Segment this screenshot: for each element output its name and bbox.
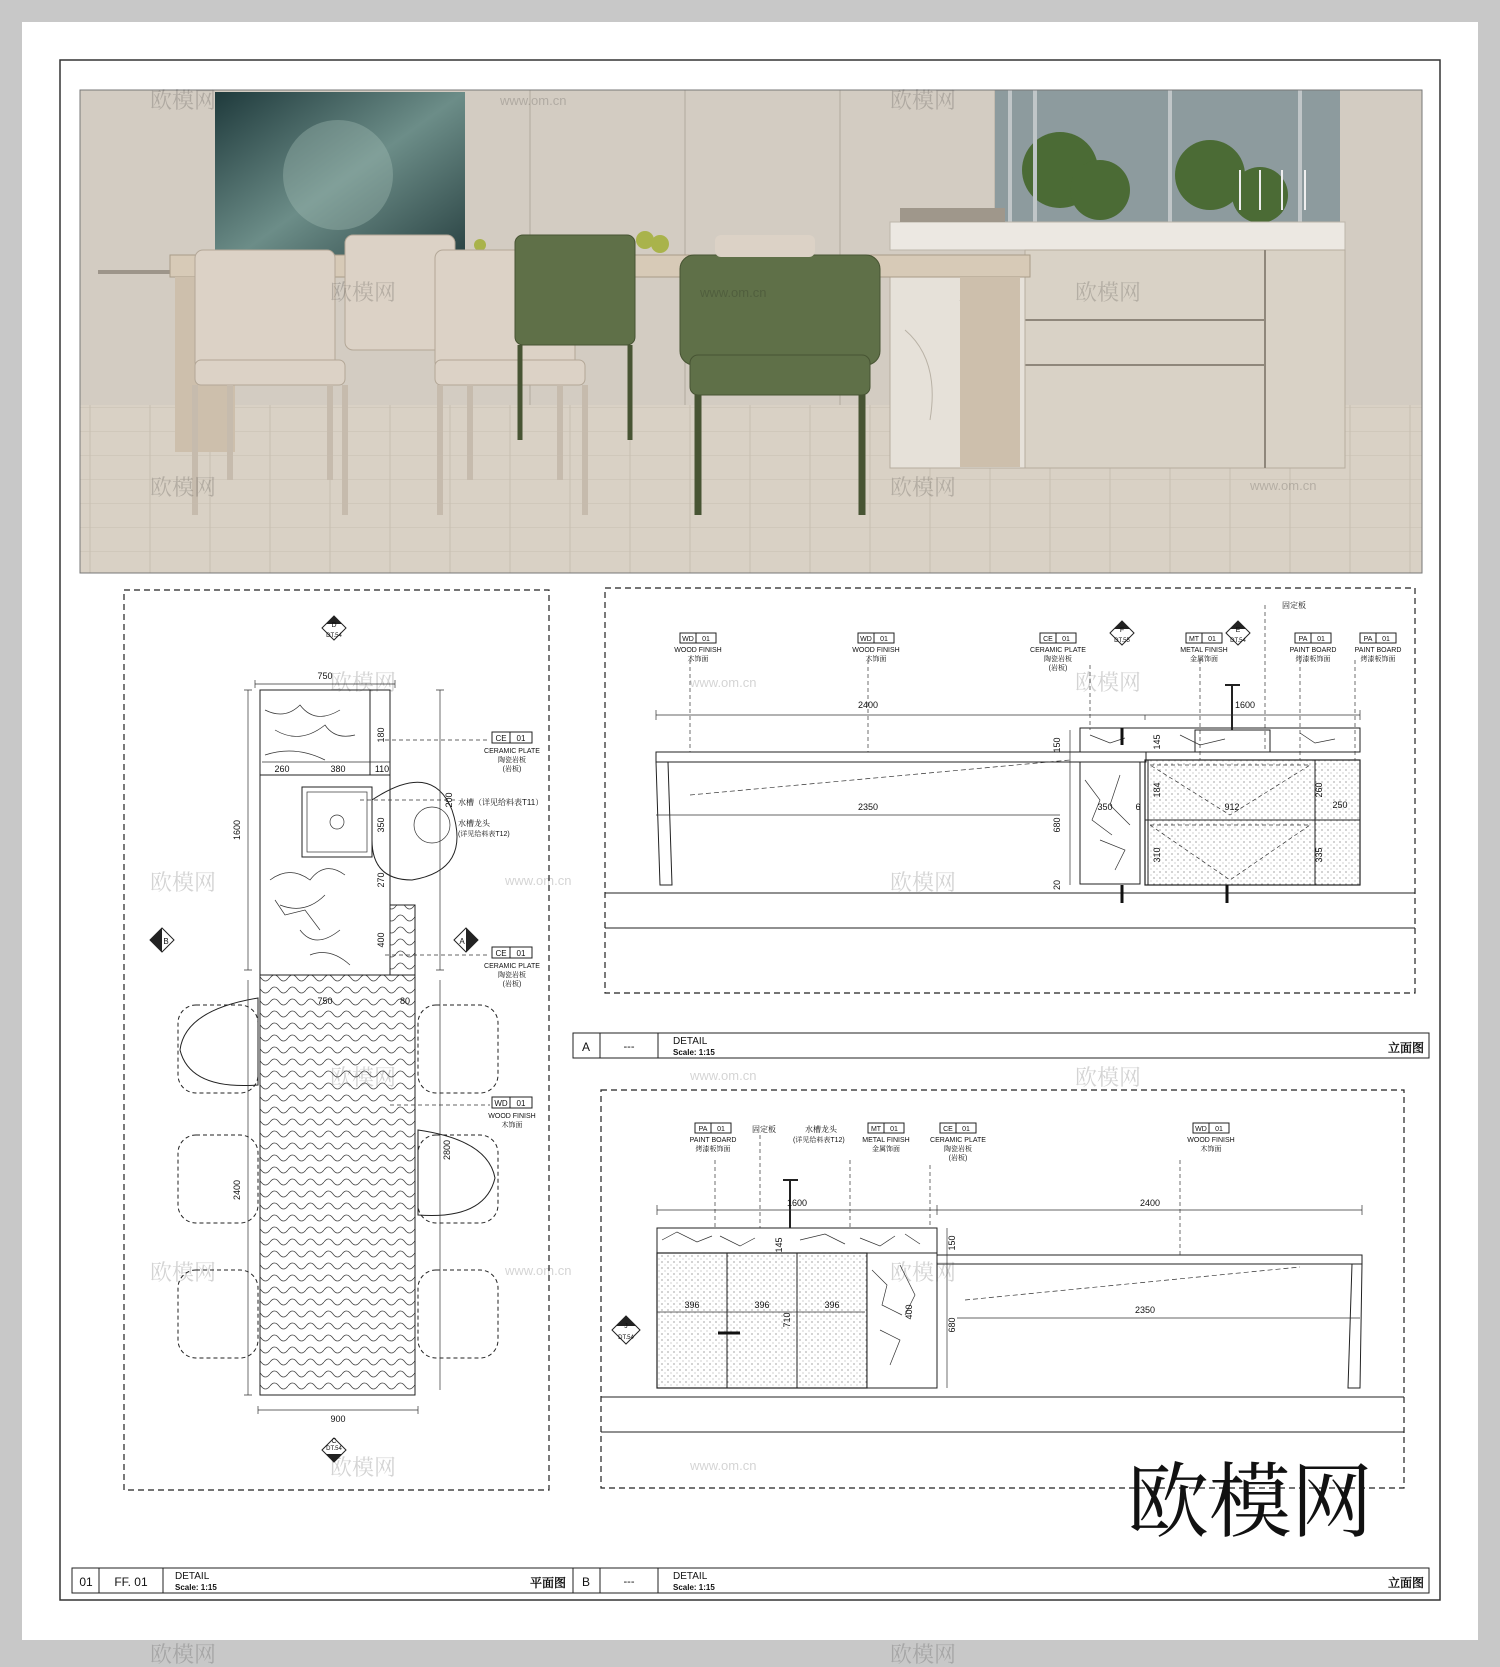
svg-text:PAINT BOARD: PAINT BOARD — [1289, 647, 1337, 654]
dim-right: 2800 — [442, 1139, 452, 1161]
svg-text:CE: CE — [943, 1126, 953, 1133]
svg-text:www.om.cn: www.om.cn — [690, 1068, 757, 1083]
title-bar-a — [573, 1033, 1429, 1058]
dim-b-396c: 396 — [824, 1300, 840, 1310]
svg-text:WOOD FINISH: WOOD FINISH — [1187, 1137, 1235, 1144]
svg-text:CE: CE — [495, 734, 507, 743]
elev-a-callout-5 — [1290, 633, 1337, 663]
svg-text:(岩板): (岩板) — [948, 1155, 968, 1162]
svg-text:WD: WD — [682, 636, 694, 643]
svg-text:A: A — [581, 1040, 591, 1054]
svg-text:MT: MT — [870, 1126, 882, 1133]
svg-text:欧模网: 欧模网 — [1075, 670, 1142, 695]
dim-h3: 350 — [376, 817, 386, 833]
interior-rendering — [80, 90, 1422, 573]
svg-text:欧模网: 欧模网 — [150, 1642, 217, 1667]
dim-bottom: 900 — [330, 1414, 346, 1424]
svg-text:DT.54: DT.54 — [326, 1446, 342, 1452]
svg-text:欧模网: 欧模网 — [890, 1260, 957, 1285]
svg-text:01: 01 — [880, 636, 888, 643]
chair-plan — [418, 1135, 498, 1223]
svg-text:陶瓷岩板: 陶瓷岩板 — [498, 972, 526, 979]
dim-b-left: 1600 — [786, 1198, 808, 1208]
dim-a-912: 912 — [1224, 802, 1240, 812]
svg-text:PA: PA — [698, 1126, 708, 1133]
svg-text:A: A — [459, 937, 465, 946]
dim-a-310: 310 — [1152, 847, 1162, 863]
detail-mark-e — [1226, 621, 1250, 645]
dim-b-145: 145 — [774, 1237, 784, 1253]
dim-a-145: 145 — [1152, 734, 1162, 750]
elevb-title-label: DETAIL — [673, 1571, 708, 1582]
svg-text:www.om.cn: www.om.cn — [500, 93, 567, 108]
svg-text:01: 01 — [962, 1126, 970, 1133]
dim-b-680: 680 — [947, 1317, 957, 1333]
dim-b-150: 150 — [947, 1235, 957, 1251]
elevation-a — [605, 588, 1415, 993]
svg-text:欧模网: 欧模网 — [890, 1642, 957, 1667]
board-note-a: 固定板 — [1282, 601, 1306, 610]
svg-text:(岩板): (岩板) — [1048, 665, 1068, 672]
svg-text:欧模网: 欧模网 — [1075, 1065, 1142, 1090]
svg-text:METAL FINISH: METAL FINISH — [1180, 647, 1228, 654]
svg-text:Scale: 1:15: Scale: 1:15 — [673, 1048, 715, 1057]
elev-b-callout-4 — [1187, 1123, 1234, 1153]
svg-text:DT.55: DT.55 — [1114, 638, 1130, 644]
chair-plan — [178, 1135, 258, 1223]
tap-note-2: (详见给料表T12) — [458, 831, 510, 838]
chair-plan — [178, 1005, 258, 1093]
svg-text:WD: WD — [494, 1099, 508, 1108]
detail-mark-j — [612, 1316, 640, 1344]
cabinet-elevation — [1145, 760, 1360, 885]
svg-text:陶瓷岩板: 陶瓷岩板 — [1044, 656, 1072, 663]
dim-table-width: 750 — [317, 996, 333, 1006]
svg-text:B: B — [163, 937, 169, 946]
elevb-title-scale: Scale: 1:15 — [673, 1583, 715, 1592]
svg-text:MT: MT — [1188, 636, 1200, 643]
svg-text:DT.54: DT.54 — [1230, 638, 1246, 644]
section-mark-a — [454, 928, 478, 952]
chair-plan — [418, 1270, 498, 1358]
svg-text:PA: PA — [1363, 636, 1373, 643]
dim-a-184: 184 — [1152, 782, 1162, 798]
dim-seg3: 110 — [374, 764, 390, 774]
svg-text:PAINT BOARD: PAINT BOARD — [689, 1137, 737, 1144]
svg-text:WD: WD — [860, 636, 872, 643]
elev-b-callout-2 — [862, 1123, 909, 1153]
elevb-title-code: --- — [623, 1576, 635, 1588]
svg-text:F: F — [1119, 627, 1125, 634]
svg-text:01: 01 — [516, 949, 526, 958]
svg-text:www.om.cn: www.om.cn — [690, 675, 757, 690]
dim-offset: 80 — [399, 996, 411, 1006]
chair-plan — [418, 1005, 498, 1093]
dim-a-s6: 6 — [1135, 802, 1141, 812]
svg-text:欧模网: 欧模网 — [330, 1455, 397, 1480]
tap-note-b: 水槽龙头 — [805, 1125, 837, 1134]
dining-chair-green — [515, 235, 635, 345]
svg-text:DETAIL: DETAIL — [673, 1036, 708, 1047]
svg-text:陶瓷岩板: 陶瓷岩板 — [498, 757, 526, 764]
svg-text:01: 01 — [1208, 636, 1216, 643]
svg-text:DT.54: DT.54 — [618, 1335, 634, 1341]
svg-text:www.om.cn: www.om.cn — [700, 285, 767, 300]
dim-h2: 200 — [444, 792, 454, 808]
tap-note: 水槽龙头 — [458, 819, 490, 828]
svg-text:木饰面: 木饰面 — [501, 1122, 523, 1129]
svg-text:J: J — [624, 1323, 628, 1330]
plan-callout-ceramic-1 — [484, 732, 540, 773]
svg-text:欧模网: 欧模网 — [890, 88, 957, 113]
svg-text:01: 01 — [516, 1099, 526, 1108]
svg-text:01: 01 — [1062, 636, 1070, 643]
svg-text:METAL FINISH: METAL FINISH — [862, 1137, 910, 1144]
dim-a-total: 2400 — [857, 700, 879, 710]
svg-text:www.om.cn: www.om.cn — [690, 1458, 757, 1473]
svg-text:金属饰面: 金属饰面 — [1190, 656, 1218, 663]
section-mark-d — [322, 616, 346, 640]
elev-a-callout-6 — [1355, 633, 1402, 663]
brand-watermark-large: 欧模网 — [1126, 1457, 1374, 1548]
svg-text:01: 01 — [516, 734, 526, 743]
svg-text:欧模网: 欧模网 — [150, 1260, 217, 1285]
svg-text:欧模网: 欧模网 — [150, 475, 217, 500]
svg-text:01: 01 — [702, 636, 710, 643]
svg-text:PA: PA — [1298, 636, 1308, 643]
svg-text:欧模网: 欧模网 — [330, 1065, 397, 1090]
svg-text:C: C — [331, 1438, 337, 1445]
dim-seg1: 260 — [274, 764, 290, 774]
svg-text:CERAMIC PLATE: CERAMIC PLATE — [930, 1137, 986, 1144]
svg-text:烤漆板饰面: 烤漆板饰面 — [1360, 656, 1396, 663]
svg-text:欧模网: 欧模网 — [150, 870, 217, 895]
sink — [302, 787, 372, 857]
dim-b-396a: 396 — [684, 1300, 700, 1310]
svg-text:木饰面: 木饰面 — [865, 656, 887, 663]
svg-text:PAINT BOARD: PAINT BOARD — [1354, 647, 1402, 654]
cabinet-b-elevation — [657, 1253, 867, 1388]
dim-b-400: 400 — [904, 1304, 914, 1320]
dining-chair — [195, 250, 335, 370]
svg-text:木饰面: 木饰面 — [1200, 1146, 1222, 1153]
svg-text:01: 01 — [717, 1126, 725, 1133]
dim-a-335: 335 — [1314, 847, 1324, 863]
plan-title-code: FF. 01 — [114, 1575, 148, 1589]
svg-text:金属饰面: 金属饰面 — [872, 1146, 900, 1153]
svg-text:www.om.cn: www.om.cn — [505, 1263, 572, 1278]
table-top-elevation — [656, 752, 1146, 762]
svg-text:(岩板): (岩板) — [502, 766, 522, 773]
dim-a-length: 2350 — [857, 802, 879, 812]
svg-text:E: E — [1235, 627, 1241, 634]
dim-left-upper: 1600 — [232, 819, 242, 841]
svg-text:01: 01 — [890, 1126, 898, 1133]
dim-b-length: 2350 — [1134, 1305, 1156, 1315]
plan-view — [124, 590, 549, 1490]
svg-text:木饰面: 木饰面 — [687, 656, 709, 663]
dining-table-plan — [260, 975, 415, 1395]
svg-text:www.om.cn: www.om.cn — [1250, 478, 1317, 493]
dim-left-lower: 2400 — [232, 1179, 242, 1201]
dim-top: 750 — [317, 671, 333, 681]
svg-text:D: D — [331, 622, 337, 629]
svg-text:CERAMIC PLATE: CERAMIC PLATE — [484, 963, 540, 970]
svg-text:陶瓷岩板: 陶瓷岩板 — [944, 1146, 972, 1153]
svg-text:欧模网: 欧模网 — [890, 870, 957, 895]
elev-a-callout-4 — [1180, 633, 1227, 663]
board-note-b: 固定板 — [752, 1125, 776, 1134]
detail-mark-f — [1110, 621, 1134, 645]
svg-text:欧模网: 欧模网 — [330, 670, 397, 695]
dim-a-260: 260 — [1314, 782, 1324, 798]
plan-callout-ceramic-2 — [484, 947, 540, 988]
title-bar-bottom — [72, 1568, 1429, 1593]
svg-text:CE: CE — [1043, 636, 1053, 643]
svg-text:欧模网: 欧模网 — [150, 88, 217, 113]
svg-text:WOOD FINISH: WOOD FINISH — [674, 647, 722, 654]
dim-a-150: 150 — [1052, 737, 1062, 753]
dim-h5: 400 — [376, 932, 386, 948]
svg-text:烤漆板饰面: 烤漆板饰面 — [695, 1146, 731, 1153]
svg-text:CERAMIC PLATE: CERAMIC PLATE — [1030, 647, 1086, 654]
dim-b-396b: 396 — [754, 1300, 770, 1310]
svg-text:WOOD FINISH: WOOD FINISH — [488, 1113, 536, 1120]
svg-text:立面图: 立面图 — [1387, 1041, 1424, 1055]
section-mark-b — [150, 928, 174, 952]
dim-b-710: 710 — [782, 1312, 792, 1328]
svg-text:01: 01 — [1382, 636, 1390, 643]
elev-a-callout-2 — [852, 633, 899, 663]
dim-seg2: 380 — [330, 764, 346, 774]
dim-b-total: 2400 — [1139, 1198, 1161, 1208]
plan-title-label: DETAIL — [175, 1571, 210, 1582]
dining-chair-green — [680, 255, 880, 365]
dim-h4: 270 — [376, 872, 386, 888]
svg-text:(岩板): (岩板) — [502, 981, 522, 988]
svg-text:01: 01 — [1317, 636, 1325, 643]
elev-b-callout-1 — [690, 1123, 737, 1153]
svg-text:---: --- — [623, 1041, 635, 1053]
svg-text:欧模网: 欧模网 — [890, 475, 957, 500]
dim-a-250: 250 — [1332, 800, 1348, 810]
svg-text:CE: CE — [495, 949, 507, 958]
dim-a-20: 20 — [1052, 879, 1062, 891]
dim-a-right: 1600 — [1234, 700, 1256, 710]
elev-a-callout-1 — [674, 633, 721, 663]
svg-text:www.om.cn: www.om.cn — [505, 873, 572, 888]
plan-title-num: 01 — [79, 1575, 93, 1589]
dim-a-350: 350 — [1097, 802, 1113, 812]
svg-text:CERAMIC PLATE: CERAMIC PLATE — [484, 748, 540, 755]
plan-title-scale: Scale: 1:15 — [175, 1583, 217, 1592]
elevb-title-letter: B — [581, 1575, 591, 1589]
elevation-b — [601, 1090, 1404, 1488]
svg-text:欧模网: 欧模网 — [1075, 280, 1142, 305]
plan-title-cn: 平面图 — [529, 1576, 566, 1590]
elev-a-callout-3 — [1030, 633, 1086, 672]
plan-callout-wood — [488, 1097, 535, 1129]
sink-note: 水槽（详见给料表T11） — [458, 798, 544, 807]
elevb-title-cn: 立面图 — [1387, 1576, 1424, 1590]
dim-a-680: 680 — [1052, 817, 1062, 833]
tap-note-b-2: (详见给料表T12) — [793, 1137, 845, 1144]
elev-b-callout-3 — [930, 1123, 986, 1162]
svg-text:01: 01 — [1215, 1126, 1223, 1133]
svg-text:烤漆板饰面: 烤漆板饰面 — [1295, 656, 1331, 663]
svg-text:欧模网: 欧模网 — [330, 280, 397, 305]
svg-text:DT.54: DT.54 — [326, 633, 342, 639]
svg-text:WOOD FINISH: WOOD FINISH — [852, 647, 900, 654]
dim-h1: 180 — [376, 727, 386, 743]
svg-text:WD: WD — [1195, 1126, 1207, 1133]
